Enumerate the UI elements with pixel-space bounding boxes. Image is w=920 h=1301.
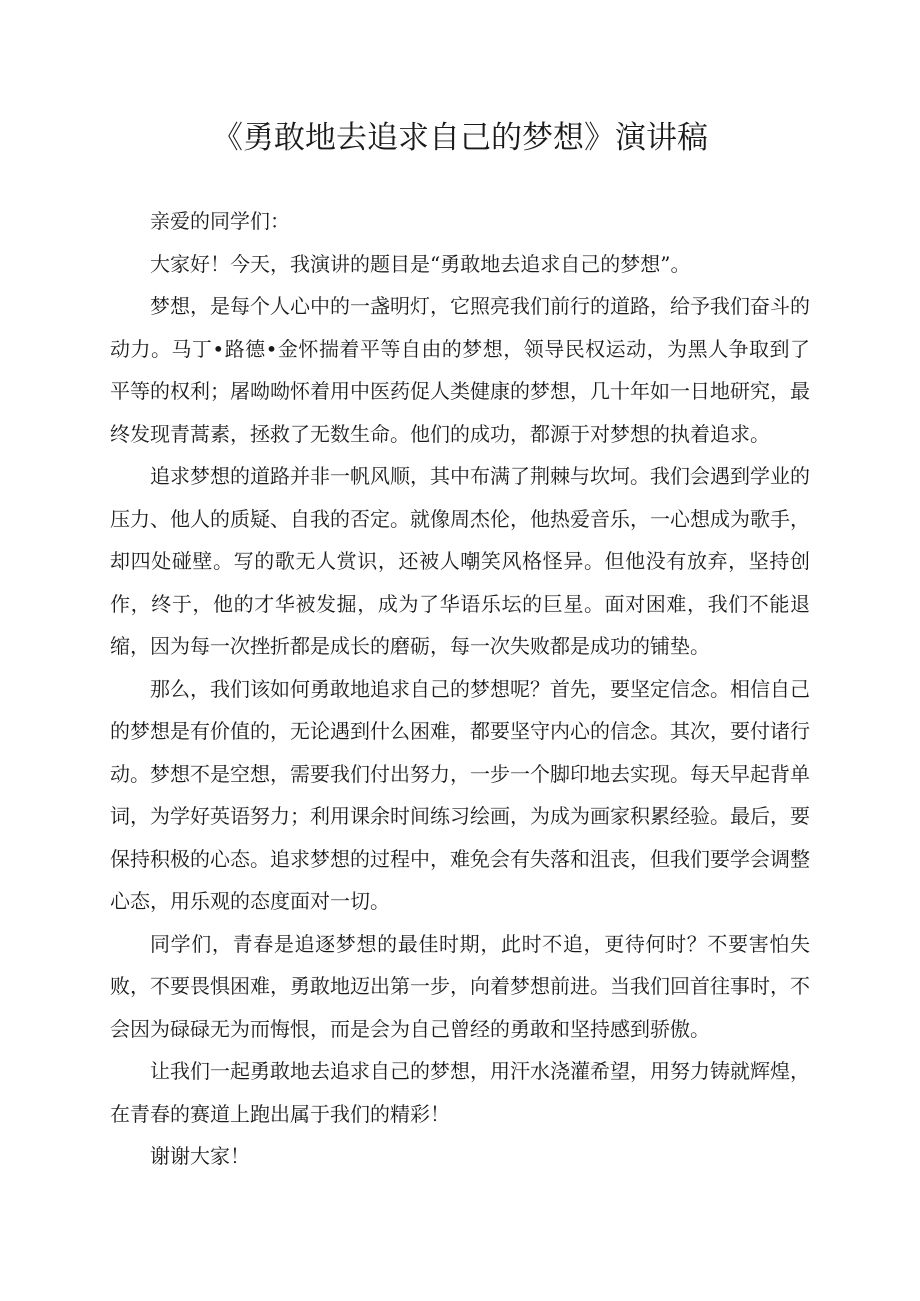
greeting-paragraph: 亲爱的同学们： [150, 209, 290, 233]
closing-paragraph: 谢谢大家！ [150, 1144, 250, 1168]
paragraph-obstacles: 追求梦想的道路并非一帆风顺，其中布满了荆棘与坎坷。我们会遇到学业的压力、他人的质疑、自我的否定。就像周杰伦，他热爱音乐，一心想成为歌手，却四处碰壁。写的歌无人赏识，还被人嘲笑风格怪异。但他没有放弃，坚持创作，终于，他的才华被发掘，成为了华语乐坛的巨星。面对困难，我们不能退缩，因为每一次挫折都是成长的磨砺，每一次失败都是成功的铺垫。 [110, 464, 810, 658]
paragraph-how-to-pursue: 那么，我们该如何勇敢地追求自己的梦想呢？首先，要坚定信念。相信自己的梦想是有价值的，无论遇到什么困难，都要坚守内心的信念。其次，要付诸行动。梦想不是空想，需要我们付出努力，一步一个脚印地去实现。每天早起背单词，为学好英语努力；利用课余时间练习绘画，为成为画家积累经验。最后，要保持积极的心态。追求梦想的过程中，难免会有失落和沮丧，但我们要学会调整心态，用乐观的态度面对一切。 [110, 676, 810, 913]
paragraph-dream-meaning: 梦想，是每个人心中的一盏明灯，它照亮我们前行的道路，给予我们奋斗的动力。马丁•路德•金怀揣着平等自由的梦想，领导民权运动，为黑人争取到了平等的权利；屠呦呦怀着用中医药促人类健康的梦想，几十年如一日地研究，最终发现青蒿素，拯救了无数生命。他们的成功，都源于对梦想的执着追求。 [110, 294, 810, 446]
document-body [110, 200, 810, 1178]
paragraph-call-to-action: 让我们一起勇敢地去追求自己的梦想，用汗水浇灌希望，用努力铸就辉煌，在青春的赛道上跑出属于我们的精彩！ [110, 1059, 810, 1126]
intro-paragraph: 大家好！今天，我演讲的题目是“勇敢地去追求自己的梦想”。 [150, 251, 691, 276]
paragraph-youth: 同学们，青春是追逐梦想的最佳时期，此时不追，更待何时？不要害怕失败，不要畏惧困难，勇敢地迈出第一步，向着梦想前进。当我们回首往事时，不会因为碌碌无为而悔恨，而是会为自己曾经的勇敢和坚持感到骄傲。 [110, 931, 810, 1041]
document-title: 《勇敢地去追求自己的梦想》演讲稿 [212, 120, 708, 156]
